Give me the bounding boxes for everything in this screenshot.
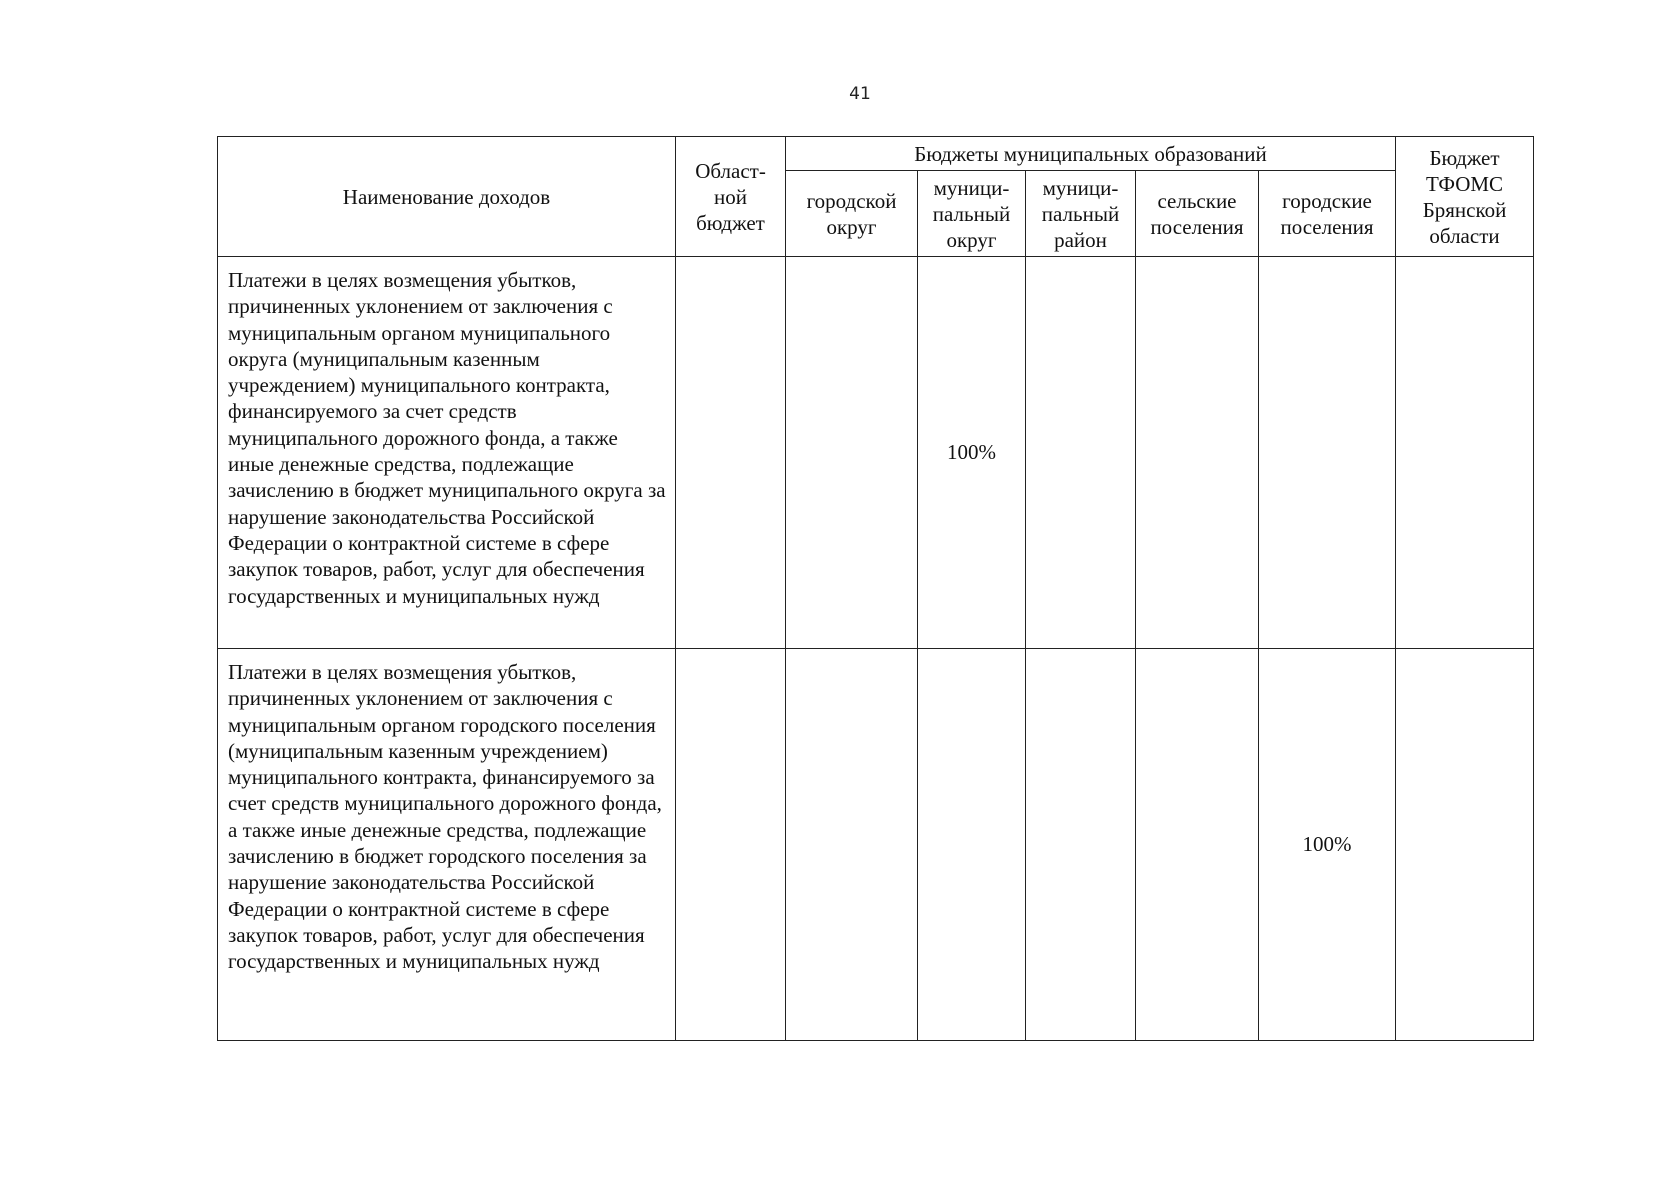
value-regional-budget <box>676 649 786 1041</box>
header-municipal-raion-text: муници- пальный район <box>1041 175 1120 252</box>
header-municipal-okrug-text: муници- пальный округ <box>932 175 1011 252</box>
income-distribution-table <box>217 136 1534 1041</box>
header-city-district-text: городской округ <box>806 188 897 239</box>
value-municipal-okrug: 100% <box>918 257 1026 649</box>
header-regional-budget <box>676 137 786 257</box>
header-city-district <box>786 171 918 257</box>
value-urban-settlements: 100% <box>1259 649 1396 1041</box>
value-urban-settlements <box>1259 257 1396 649</box>
table-row <box>218 649 1534 1041</box>
value-municipal-raion <box>1026 257 1136 649</box>
value-regional-budget <box>676 257 786 649</box>
header-urban-settlements-text: городские поселения <box>1280 188 1374 239</box>
table-row <box>218 257 1534 649</box>
value-tfoms-budget <box>1396 649 1534 1041</box>
value-city-district <box>786 257 918 649</box>
value-tfoms-budget <box>1396 257 1534 649</box>
income-name-cell: Платежи в целях возмещения убытков, причиненных уклонением от заключения с муниципальным органом муниципального округа (муниципальным казенным учреждением) муниципального контракта, финансируемого за счет средств муниципального дорожного фонда, а также иные денежные средства, подлежащие зачислению в бюджет муниципального округа за нарушение законодательства Российской Федерации о контрактной системе в сфере закупок товаров, работ, услуг для обеспечения государственных и муниципальных нужд <box>218 257 676 649</box>
header-rural-settlements <box>1136 171 1259 257</box>
header-municipal-budgets: Бюджеты муниципальных образований <box>786 137 1396 171</box>
header-name: Наименование доходов <box>218 137 676 257</box>
header-municipal-raion <box>1026 171 1136 257</box>
header-row-group <box>218 137 1534 171</box>
value-municipal-raion <box>1026 649 1136 1041</box>
header-regional-budget-text: Област- ной бюджет <box>695 158 766 235</box>
value-rural-settlements <box>1136 649 1259 1041</box>
income-name-cell: Платежи в целях возмещения убытков, причиненных уклонением от заключения с муниципальным органом городского поселения (муниципальным казенным учреждением) муниципального контракта, финансируемого за счет средств муниципального дорожного фонда, а также иные денежные средства, подлежащие зачислению в бюджет городского поселения за нарушение законодательства Российской Федерации о контрактной системе в сфере закупок товаров, работ, услуг для обеспечения государственных и муниципальных нужд <box>218 649 676 1041</box>
header-tfoms-budget <box>1396 137 1534 257</box>
value-municipal-okrug <box>918 649 1026 1041</box>
header-urban-settlements <box>1259 171 1396 257</box>
page-number: 41 <box>849 84 871 104</box>
header-tfoms-budget-text: Бюджет ТФОМС Брянской области <box>1422 145 1507 248</box>
header-municipal-okrug <box>918 171 1026 257</box>
value-city-district <box>786 649 918 1041</box>
header-rural-settlements-text: сельские поселения <box>1150 188 1244 239</box>
value-rural-settlements <box>1136 257 1259 649</box>
